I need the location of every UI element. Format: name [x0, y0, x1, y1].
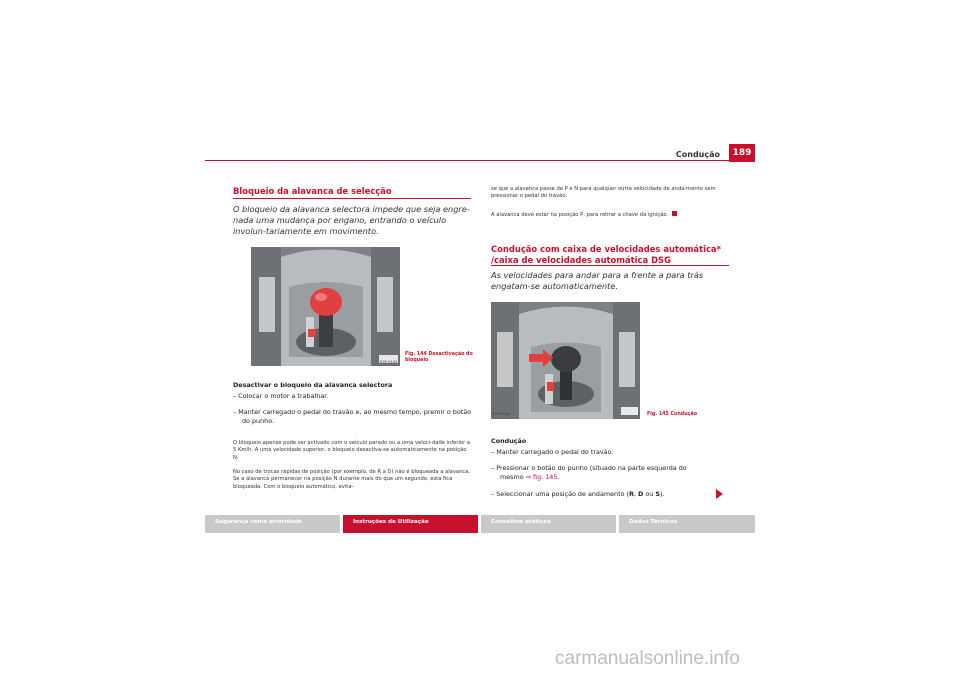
figure-reference-link[interactable]: ⇒ fig. 145 [525, 472, 558, 481]
step-text: . [557, 472, 560, 481]
step-item [491, 490, 665, 499]
lead-text: As velocidades para andar para a frente a para trás engatam-se automaticamente. [491, 270, 704, 291]
subheading: Desactivar o bloqueio da alavanca selectora [233, 381, 393, 389]
step-text: ). [660, 490, 665, 498]
heading-rule [233, 198, 471, 199]
shift-lever-illustration [491, 302, 640, 419]
step-text: – Seleccionar uma posição de andamento ( [491, 490, 630, 498]
page-number: 189 [729, 144, 755, 162]
paragraph [491, 211, 731, 219]
figure-145 [491, 302, 640, 419]
footer-tab-instrucoes[interactable]: Instruções de Utilização [343, 515, 478, 533]
gear-s: S [655, 490, 660, 498]
figure-code: B5P-0444 [492, 412, 510, 416]
end-marker [672, 211, 677, 216]
gear-r: R [629, 490, 634, 498]
footer-tab-seguranca[interactable]: Segurança como prioridade [205, 515, 340, 533]
step-line [491, 473, 731, 482]
step-line: – Pressionar o botão do punho (situado na parte esquerda do [491, 464, 687, 472]
watermark: carmanualsonline.info [555, 648, 740, 669]
header-rule [205, 160, 755, 161]
gear-d: D [638, 490, 644, 498]
step-item: – Manter carregado o pedal do travão e, ao mesmo tempo, premir o botão do punho. [233, 408, 472, 425]
step-item: – Colocar o motor a trabalhar. [233, 392, 329, 400]
footer-tab-dados[interactable]: Dados Técnicos [619, 515, 755, 533]
section-heading: Condução com caixa de velocidades automática* /caixa de velocidades automática DSG [491, 244, 721, 265]
paragraph: O bloqueio apenas pode ser activado com o veículo parado ou a uma veloci-dade inferior a 5 Km/h. A uma velocidade superior, o bloqueio desactiva-se automaticamente na posição N. [233, 440, 471, 461]
figure-144 [251, 247, 400, 366]
step-text: ou [643, 490, 656, 498]
gear-lever-illustration [251, 247, 400, 366]
step-text: , [633, 490, 639, 498]
lead-text: O bloqueio da alavanca selectora impede que seja engre-nada uma mudança por engano, entrando o veículo involun-tariamente em movimento. [233, 204, 470, 236]
section-heading: Bloqueio da alavanca de selecção [233, 186, 392, 196]
paragraph-text: A alavanca deve estar na posição P, para retirar a chave da ignição. [491, 212, 669, 218]
heading-rule [491, 265, 729, 266]
section-title: Condução [675, 150, 720, 159]
step-item [491, 464, 731, 481]
figure-caption: Fig. 144 Desactivação do bloqueio [405, 352, 473, 364]
step-text: mesmo [500, 472, 526, 481]
figure-caption: Fig. 145 Condução [647, 412, 697, 417]
subheading: Condução [491, 437, 527, 445]
paragraph: No caso de trocas rápidas de posição (por exemplo, de R a D) não é bloqueada a alavanca. Se a alavanca permanecer na posição N durante mais do que um segundo, esta fica bloqueada. Com o bloqueio automático, evita- [233, 469, 471, 490]
step-item: – Manter carregado o pedal do travão. [491, 448, 614, 456]
paragraph: se que a alavanca passe de P e N para qualquer outra velocidade de anda-mento sem pressionar o pedal do travão. [491, 186, 716, 200]
continue-arrow-icon [716, 489, 723, 499]
footer-tab-conselhos[interactable]: Conselhos práticos [481, 515, 616, 533]
figure-code: B5P-0445 [380, 360, 398, 364]
